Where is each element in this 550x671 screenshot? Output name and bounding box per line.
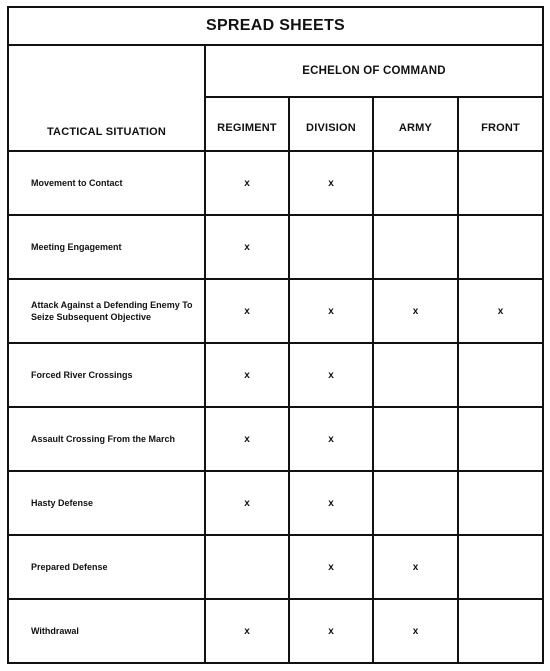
situation-label: Withdrawal: [8, 599, 205, 663]
tactical-situation-header: TACTICAL SITUATION: [8, 45, 205, 151]
division-mark: x: [289, 151, 373, 215]
regiment-mark: x: [205, 343, 289, 407]
army-mark: [373, 151, 458, 215]
table-row: [8, 407, 543, 471]
table-row: [8, 215, 543, 279]
front-mark: [458, 215, 543, 279]
column-header-army: ARMY: [373, 97, 458, 151]
situation-label: Attack Against a Defending Enemy To Seize Subsequent Objective: [8, 279, 205, 343]
front-mark: [458, 151, 543, 215]
situation-label: Prepared Defense: [8, 535, 205, 599]
situation-label: Meeting Engagement: [8, 215, 205, 279]
table-row: [8, 535, 543, 599]
division-mark: x: [289, 535, 373, 599]
division-mark: x: [289, 471, 373, 535]
situation-label: Movement to Contact: [8, 151, 205, 215]
situation-label: Hasty Defense: [8, 471, 205, 535]
table-title: SPREAD SHEETS: [8, 7, 543, 45]
army-mark: x: [373, 535, 458, 599]
army-mark: [373, 343, 458, 407]
regiment-mark: x: [205, 407, 289, 471]
army-mark: x: [373, 279, 458, 343]
front-mark: x: [458, 279, 543, 343]
table-row: [8, 343, 543, 407]
division-mark: x: [289, 343, 373, 407]
table-row: [8, 279, 543, 343]
division-mark: [289, 215, 373, 279]
regiment-mark: x: [205, 279, 289, 343]
situation-label: Forced River Crossings: [8, 343, 205, 407]
situation-label: Assault Crossing From the March: [8, 407, 205, 471]
front-mark: [458, 535, 543, 599]
army-mark: x: [373, 599, 458, 663]
division-mark: x: [289, 407, 373, 471]
echelon-of-command-header: ECHELON OF COMMAND: [205, 45, 543, 97]
front-mark: [458, 471, 543, 535]
division-mark: x: [289, 599, 373, 663]
regiment-mark: x: [205, 599, 289, 663]
regiment-mark: x: [205, 471, 289, 535]
army-mark: [373, 471, 458, 535]
front-mark: [458, 343, 543, 407]
table-row: [8, 151, 543, 215]
front-mark: [458, 599, 543, 663]
army-mark: [373, 407, 458, 471]
spread-sheet-table: [7, 6, 544, 664]
table-row: [8, 471, 543, 535]
column-header-regiment: REGIMENT: [205, 97, 289, 151]
column-header-division: DIVISION: [289, 97, 373, 151]
table-row: [8, 599, 543, 663]
regiment-mark: [205, 535, 289, 599]
army-mark: [373, 215, 458, 279]
front-mark: [458, 407, 543, 471]
regiment-mark: x: [205, 215, 289, 279]
column-header-front: FRONT: [458, 97, 543, 151]
division-mark: x: [289, 279, 373, 343]
regiment-mark: x: [205, 151, 289, 215]
